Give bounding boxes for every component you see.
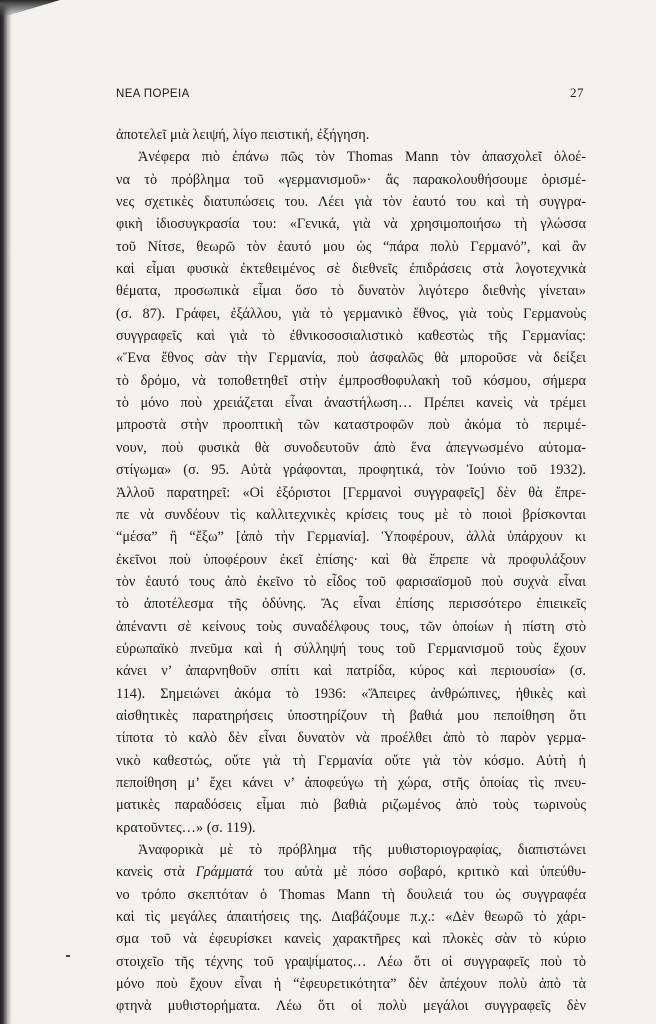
text-line: στοιχεῖο τῆς τέχνης τοῦ γραψίματος… Λέω ὅτι οἱ συγγραφεῖς ποὺ τὸ [116, 953, 586, 970]
text-line: ἐκεῖνοι ποὺ ὑποφέρουν ἐκεῖ ἐπίσης· καὶ θὰ ἔπρεπε νὰ προφυλάξουν [116, 551, 586, 568]
text-line: τοῦ Νίτσε, θεωρῶ τὸν ἑαυτό μου ὡς “πάρα πολὺ Γερμανό”, καὶ ἂν [116, 238, 586, 255]
text-line: εὐρωπαϊκὸ πνεῦμα καὶ ἡ σύλληψή τους τοῦ Γερμανισμοῦ τοὺς ἔχουν [116, 640, 586, 657]
text-line: (σ. 87). Γράφει, ἐξάλλου, γιὰ τὸ γερμανικὸ ἔθνος, γιὰ τοὺς Γερμανοὺς [116, 305, 586, 322]
text-line: μπροστὰ στὴν προοπτικὴ τῶν καταστροφῶν ποὺ ἀκόμα τὸ περιμέ- [116, 417, 586, 434]
text-line: τὸ δρόμο, νὰ τοποθετηθεῖ στὴν ἐμπροσθοφυλακὴ τοῦ κόσμου, σήμερα [116, 372, 586, 389]
text-line: νο τρόπο σκεπτόταν ὁ Thomas Mann τὴ δουλειά του ὡς συγγραφέα [116, 886, 586, 903]
scan-edge-shadow [0, 0, 12, 1024]
text-line: κρατοῦντες…» (σ. 119). [116, 819, 256, 836]
text-line: τὸν ἑαυτό τους ἀπὸ ἐκεῖνο τὸ εἶδος τοῦ φαρισαϊσμοῦ ποὺ συχνὰ εἶναι [116, 573, 586, 590]
text-line: νουν, ποὺ φυσικὰ θὰ συνοδευτοῦν ἀπὸ ἕνα ἀπεγνωσμένο αὐτομα- [116, 439, 586, 456]
text-line: καὶ εἶμαι φυσικὰ ἐκτεθειμένος σὲ διεθνεῖς ἐπιδράσεις στὰ λογοτεχνικὰ [116, 261, 586, 278]
text-line: κάνει ν’ ἀπαρνηθοῦν σπίτι καὶ πατρίδα, κύρος καὶ περιουσία» (σ. [116, 663, 586, 680]
scan-corner-shadow [0, 0, 60, 18]
text-line: αἰσθητικὲς παρατηρήσεις ὑποστηρίζουν τὴ βαθιά μου πεποίθηση ὅτι [116, 707, 586, 724]
text-line: πε νὰ συνδέουν τὶς καλλιτεχνικὲς κρίσεις τους μὲ τὸ ποιοὶ βρίσκονται [116, 506, 586, 523]
book-title-italic: Γράμματά [195, 864, 253, 881]
text-line: «Ἕνα ἔθνος σὰν τὴν Γερμανία, ποὺ ἀσφαλῶς θὰ μποροῦσε νὰ δείξει [116, 350, 586, 367]
text-line: νες σχετικὲς διατυπώσεις του. Λέει γιὰ τὸν ἑαυτό του καὶ τὴ συγγρα- [116, 194, 586, 211]
text-line: Ἀναφορικὰ μὲ τὸ πρόβλημα τῆς μυθιστοριογραφίας, διαπιστώνει [138, 842, 586, 858]
running-header [116, 85, 584, 101]
text-line: ματικὲς παραδόσεις εἶμαι πιὸ βαθιὰ ριζωμένος ἀπὸ τοὺς τωρινοὺς [116, 797, 586, 814]
text-line: κανεὶς στὰ Γράμματά του αὐτὰ μὲ πόσο σοβαρό, κριτικὸ καὶ ὑπεύθυ- [116, 864, 586, 881]
text-line: τὸ ἀποτέλεσμα τῆς ὀδύνης. Ἄς εἶναι ἐπίσης περισσότερο ἐπιεικεῖς [116, 596, 586, 613]
text-line: θέματα, προσωπικὰ εἶμαι ὅσο τὸ δυνατὸν λιγότερο διεθνὴς γίνεται» [116, 283, 586, 300]
text-line: καὶ τὶς μεγάλες ἀπαιτήσεις της. Διαβάζουμε π.χ.: «Δὲν θεωρῶ τὸ χάρι- [116, 909, 586, 926]
text-line: τὸ μόνο ποὺ χρειάζεται εἶναι ἀναστήλωση… Πρέπει κανεὶς νὰ τρέμει [116, 395, 586, 412]
text-line: συγγραφεῖς καὶ γιὰ τὸ ἐθνικοσοσιαλιστικὸ καθεστὼς τῆς Γερμανίας: [116, 328, 586, 345]
page-number: 27 [570, 85, 584, 100]
text-line: Ἀλλοῦ παρατηρεῖ: «Οἱ ἐξόριστοι [Γερμανοὶ συγγραφεῖς] δὲν θὰ ἔπρε- [116, 484, 586, 501]
running-title: ΝΕΑ ΠΟΡΕΙΑ [116, 88, 190, 100]
text-line: νικὸ καθεστώς, οὔτε γιὰ τὴ Γερμανία οὔτε γιὰ τὸν κόσμο. Αὐτὴ ἡ [116, 752, 586, 769]
text-line: σμα τοῦ νὰ ἐφευρίσκει κανεὶς χαρακτῆρες καὶ πλοκὲς σὰν τὸ κύριο [116, 931, 586, 948]
text-line: ἀπέναντι σὲ κείνους τοὺς συναδέλφους τους, τῶν ὁποίων ἡ πίστη στὸ [116, 618, 586, 635]
text-line: να τὸ πρόβλημα τοῦ «γερμανισμοῦ»· ἄς παρακολουθήσουμε ὁρισμέ- [116, 171, 586, 188]
text-line: φικὴ ἰδιοσυγκρασία του: «Γενικά, γιὰ νὰ χρησιμοποιήσω τὴ γλώσσα [116, 216, 586, 233]
text-line: μόνο ποὺ ἔχουν εἶναι ἡ “ἐφευρετικότητα” δὲν ἀπέχουν πολὺ ἀπὸ τὰ [116, 976, 586, 993]
text-line: “μέσα” ἢ “ἔξω” [ἀπὸ τὴν Γερμανία]. Ὑποφέρουν, ἀλλὰ ὑπάρχουν κι [116, 529, 586, 546]
text-line: στίγωμα» (σ. 95. Αὐτὰ γράφονται, προφητικά, τὸν Ἰούνιο τοῦ 1932). [116, 462, 586, 479]
text-line: 114). Σημειώνει ἀκόμα τὸ 1936: «Ἄπειρες ἀνθρώπινες, ἠθικὲς καὶ [116, 685, 586, 702]
margin-mark [66, 955, 70, 957]
text-line: πεποίθηση μ’ ἔχει κάνει ν’ ἀποφεύγω τὴ χώρα, στῆς ὁποίας τὶς πνευ- [116, 774, 586, 791]
text-line: τίποτα τὸ καλὸ δὲν εἶναι δυνατὸν νὰ προέλθει ἀπὸ τὸ παρὸν γερμα- [116, 730, 586, 747]
text-line: φτηνὰ μυθιστορήματα. Λέω ὅτι οἱ πολὺ μεγάλοι συγγραφεῖς δὲν [116, 998, 586, 1015]
text-line: Ἀνέφερα πιὸ ἐπάνω πῶς τὸν Thomas Mann τὸν ἀπασχολεῖ ὁλοέ- [138, 149, 586, 166]
body-text [116, 124, 586, 1018]
text-line: ἀποτελεῖ μιὰ λειψή, λίγο πειστική, ἐξήγηση. [116, 127, 370, 143]
